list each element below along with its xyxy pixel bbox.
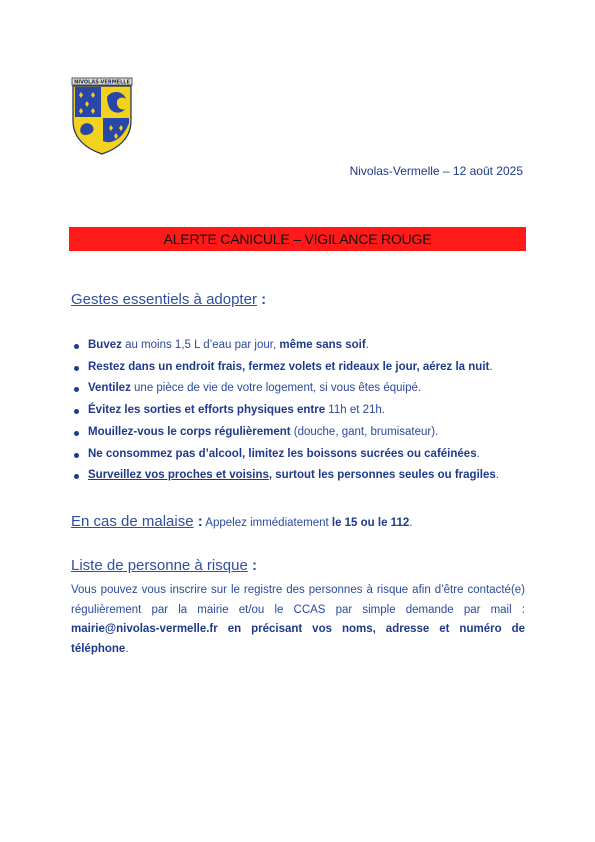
contact-email[interactable]: mairie@nivolas-vermelle.fr en précisant vos noms, adresse et numéro de téléphone [71,623,525,655]
bullet-icon [74,366,79,371]
malaise-heading: En cas de malaise [71,513,194,530]
list-item: Surveillez vos proches et voisins, surtout les personnes seules ou fragiles. [72,465,532,487]
registry-paragraph: Vous pouvez vous inscrire sur le registre des personnes à risque afin d’être contacté(e) régulièrement par la mairie et/ou le CCAS par simple demande par mail : mairie@nivolas-vermelle.fr en précisant vos noms, adresse et numéro de téléphone. [71,584,525,655]
list-item: Buvez au moins 1,5 L d’eau par jour, même sans soif. [72,335,532,357]
bullet-icon [74,474,79,479]
bullet-icon [74,453,79,458]
section-heading-gestes: Gestes essentiels à adopter : [71,291,267,308]
alert-title: ALERTE CANICULE – VIGILANCE ROUGE [163,231,432,247]
bullet-icon [74,344,79,349]
alert-banner [69,227,526,251]
bullet-icon [74,387,79,392]
coat-of-arms-logo [71,77,133,155]
list-item: Ventilez une pièce de vie de votre logement, si vous êtes équipé. [72,378,532,400]
section-heading-liste: Liste de personne à risque : [71,557,257,574]
list-item: Mouillez-vous le corps régulièrement (douche, gant, brumisateur). [72,422,532,444]
emergency-numbers: le 15 ou le 112 [331,517,410,529]
advice-list [72,335,532,487]
bullet-icon [74,409,79,414]
list-item: Évitez les sorties et efforts physiques entre 11h et 21h. [72,400,532,422]
bullet-icon [74,431,79,436]
svg-text:NIVOLAS-VERMELLE: NIVOLAS-VERMELLE [74,79,130,86]
list-item: Restez dans un endroit frais, fermez volets et rideaux le jour, aérez la nuit. [72,357,532,379]
list-item: Ne consommez pas d’alcool, limitez les boissons sucrées ou caféinées. [72,444,532,466]
date-location: Nivolas-Vermelle – 12 août 2025 [349,164,523,178]
malaise-line: En cas de malaise : Appelez immédiatement le 15 ou le 112. [71,513,413,530]
